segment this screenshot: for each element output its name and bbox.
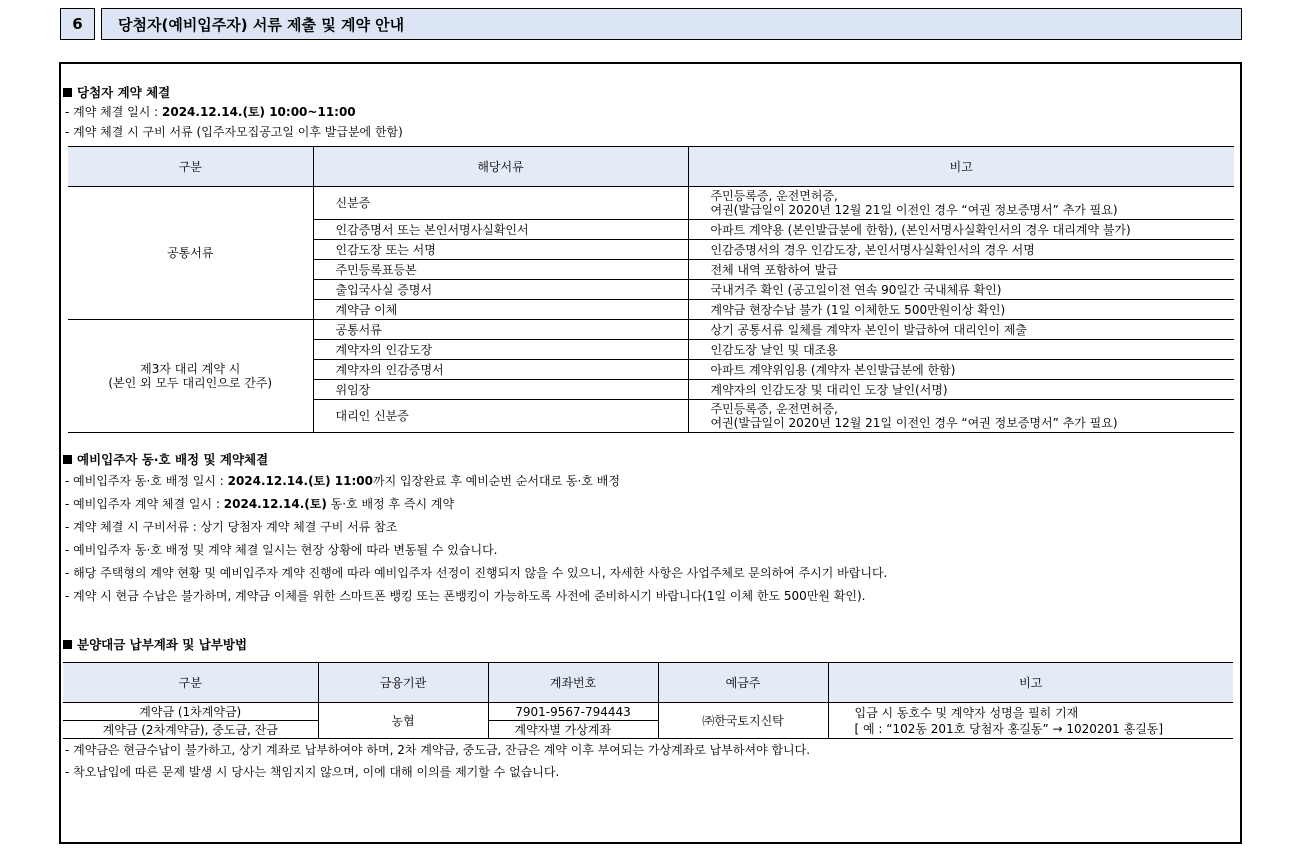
payment-account-table — [63, 662, 1233, 739]
account-number: 7901-9567-794443 — [488, 703, 658, 721]
payment-note: 입금 시 동호수 및 계약자 성명을 필히 기재 [ 예 : “102동 201호 당첨자 홍길동” → 1020201 홍길동] — [828, 703, 1233, 739]
bullet-square-icon — [63, 455, 72, 464]
table-row: 주민등록표등본 전체 내역 포함하여 발급 — [68, 260, 1234, 280]
bullet-square-icon — [63, 640, 72, 649]
table-row: 계약금 (1차계약금) 농협 7901-9567-794443 ㈜한국토지신탁 입금 시 동호수 및 계약자 성명을 필히 기재 [ 예 : “102동 201호 당첨자 홍길동” → 1020201 홍길동] — [63, 703, 1233, 721]
table-row: 출입국사실 증명서 국내거주 확인 (공고일이전 연속 90일간 국내체류 확인) — [68, 280, 1234, 300]
table-row: 제3자 대리 계약 시 (본인 외 모두 대리인으로 간주) 공통서류 상기 공통서류 일체를 계약자 본인이 발급하여 대리인이 제출 — [68, 320, 1234, 340]
group-common: 공통서류 — [68, 187, 313, 320]
bullet-square-icon — [63, 88, 72, 97]
bank-name: 농협 — [318, 703, 488, 739]
table-row: 계약자의 인감증명서 아파트 계약위임용 (계약자 본인발급분에 한함) — [68, 360, 1234, 380]
sec2-line6: - 계약 시 현금 수납은 불가하며, 계약금 이체를 위한 스마트폰 뱅킹 또는 폰뱅킹이 가능하도록 사전에 준비하시기 바랍니다(1일 이체 한도 500만원 확인). — [65, 589, 866, 603]
sec2-line1: - 예비입주자 동·호 배정 일시 : 2024.12.14.(토) 11:00까지 입장완료 후 예비순번 순서대로 동·호 배정 — [65, 474, 620, 488]
table-header-row: 구분 금융기관 계좌번호 예금주 비고 — [63, 663, 1233, 703]
table-row: 계약금 (2차계약금), 중도금, 잔금 계약자별 가상계좌 — [63, 721, 1233, 739]
table-row: 인감도장 또는 서명 인감증명서의 경우 인감도장, 본인서명사실확인서의 경우 서명 — [68, 240, 1234, 260]
sec2-line2: - 예비입주자 계약 체결 일시 : 2024.12.14.(토) 동·호 배정 후 즉시 계약 — [65, 497, 455, 511]
col-header-note: 비고 — [688, 147, 1234, 187]
col-header-type: 구분 — [68, 147, 313, 187]
required-documents-table — [68, 146, 1234, 433]
sec3-line2: - 착오납입에 따른 문제 발생 시 당사는 책임지지 않으며, 이에 대해 이의를 제기할 수 없습니다. — [65, 765, 560, 779]
sec2-line3: - 계약 체결 시 구비서류 : 상기 당첨자 계약 체결 구비 서류 참조 — [65, 520, 398, 534]
table-row: 대리인 신분증 주민등록증, 운전면허증, 여권(발급일이 2020년 12월 21일 이전인 경우 “여권 정보증명서” 추가 필요) — [68, 400, 1234, 433]
col-header-docs: 해당서류 — [313, 147, 688, 187]
sec2-title: 예비입주자 동·호 배정 및 계약체결 — [63, 451, 1234, 467]
sec1-line2: - 계약 체결 시 구비 서류 (입주자모집공고일 이후 발급분에 한함) — [65, 125, 403, 139]
table-row: 인감증명서 또는 본인서명사실확인서 아파트 계약용 (본인발급분에 한함), (본인서명사실확인서의 경우 대리계약 불가) — [68, 220, 1234, 240]
table-row: 위임장 계약자의 인감도장 및 대리인 도장 날인(서명) — [68, 380, 1234, 400]
sec2-line5: - 해당 주택형의 계약 현황 및 예비입주자 계약 진행에 따라 예비입주자 선정이 진행되지 않을 수 있으니, 자세한 사항은 사업주체로 문의하여 주시기 바랍니다. — [65, 566, 888, 580]
sec3-line1: - 계약금은 현금수납이 불가하고, 상기 계좌로 납부하여야 하며, 2차 계약금, 중도금, 잔금은 계약 이후 부여되는 가상계좌로 납부하셔야 합니다. — [65, 743, 811, 757]
section-header — [60, 8, 1242, 40]
group-proxy: 제3자 대리 계약 시 (본인 외 모두 대리인으로 간주) — [68, 320, 313, 433]
sec2-line4: - 예비입주자 동·호 배정 및 계약 체결 일시는 현장 상황에 따라 변동될 수 있습니다. — [65, 543, 498, 557]
content-box — [59, 62, 1242, 844]
sec3-title: 분양대금 납부계좌 및 납부방법 — [63, 636, 1234, 652]
table-row: 계약금 이체 계약금 현장수납 불가 (1일 이체한도 500만원이상 확인) — [68, 300, 1234, 320]
sec1-title: 당첨자 계약 체결 — [63, 84, 1234, 100]
account-holder: ㈜한국토지신탁 — [658, 703, 828, 739]
section-number: 6 — [60, 8, 95, 40]
sec1-line1: - 계약 체결 일시 : 2024.12.14.(토) 10:00~11:00 — [65, 105, 356, 119]
table-row: 계약자의 인감도장 인감도장 날인 및 대조용 — [68, 340, 1234, 360]
table-row: 공통서류 신분증 주민등록증, 운전면허증, 여권(발급일이 2020년 12월 21일 이전인 경우 “여권 정보증명서” 추가 필요) — [68, 187, 1234, 220]
section-title: 당첨자(예비입주자) 서류 제출 및 계약 안내 — [101, 8, 1242, 40]
table-header-row — [68, 147, 1234, 187]
